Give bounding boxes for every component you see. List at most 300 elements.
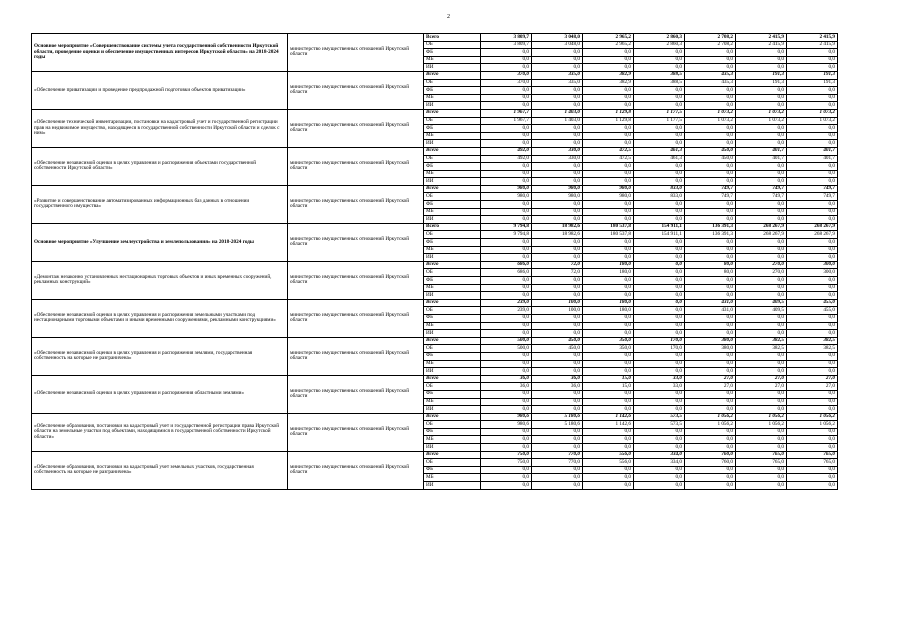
value-cell: 0,0 xyxy=(685,406,736,414)
value-cell: 0,0 xyxy=(481,208,532,216)
value-cell: 0,0 xyxy=(481,49,532,57)
value-cell: 0,0 xyxy=(481,94,532,102)
value-cell: 0,0 xyxy=(736,406,787,414)
funding-source: МБ xyxy=(424,170,481,178)
budget-table xyxy=(31,33,838,490)
value-cell: 0,0 xyxy=(532,132,583,140)
value-cell: 0,0 xyxy=(685,102,736,110)
value-cell: 0,0 xyxy=(685,398,736,406)
value-cell: 686,0 xyxy=(481,261,532,269)
value-cell: 0,0 xyxy=(583,94,634,102)
value-cell: 0,0 xyxy=(685,368,736,376)
value-cell: 0,0 xyxy=(583,56,634,64)
value-cell: 0,0 xyxy=(583,102,634,110)
value-cell: 0,0 xyxy=(481,284,532,292)
executor-name: министерство имущественных отношений Иркутской области xyxy=(288,375,424,413)
value-cell: 0,0 xyxy=(532,201,583,209)
value-cell: 0,0 xyxy=(634,368,685,376)
value-cell: 401,7 xyxy=(736,155,787,163)
funding-source: МБ xyxy=(424,322,481,330)
value-cell: 5 180,6 xyxy=(532,413,583,421)
funding-source: ФБ xyxy=(424,277,481,285)
value-cell: 0,0 xyxy=(583,201,634,209)
funding-source: МБ xyxy=(424,474,481,482)
value-cell: 0,0 xyxy=(634,216,685,224)
value-cell: 0,0 xyxy=(532,436,583,444)
value-cell: 0,0 xyxy=(787,284,838,292)
value-cell: 0,0 xyxy=(532,466,583,474)
value-cell: 0,0 xyxy=(634,314,685,322)
value-cell: 0,0 xyxy=(787,56,838,64)
value-cell: 0,0 xyxy=(634,406,685,414)
value-cell: 0,0 xyxy=(685,314,736,322)
funding-source: МБ xyxy=(424,208,481,216)
value-cell: 0,0 xyxy=(532,360,583,368)
value-cell: 0,0 xyxy=(685,428,736,436)
value-cell: 0,0 xyxy=(736,360,787,368)
value-cell: 0,0 xyxy=(685,482,736,490)
value-cell: 350,0 xyxy=(583,345,634,353)
value-cell: 0,0 xyxy=(532,254,583,262)
value-cell: 0,0 xyxy=(634,322,685,330)
value-cell: 0,0 xyxy=(634,284,685,292)
value-cell: 0,0 xyxy=(787,201,838,209)
value-cell: 36,0 xyxy=(481,383,532,391)
value-cell: 450,0 xyxy=(532,345,583,353)
value-cell: 36,0 xyxy=(532,383,583,391)
value-cell: 1 403,0 xyxy=(532,117,583,125)
value-cell: 0,0 xyxy=(787,292,838,300)
value-cell: 0,0 xyxy=(685,254,736,262)
value-cell: 0,0 xyxy=(532,352,583,360)
value-cell: 573,5 xyxy=(634,413,685,421)
value-cell: 0,0 xyxy=(787,254,838,262)
value-cell: 3 809,7 xyxy=(481,34,532,42)
value-cell: 180,0 xyxy=(583,261,634,269)
value-cell: 0,0 xyxy=(736,246,787,254)
value-cell: 0,0 xyxy=(532,140,583,148)
value-cell: 1 056,2 xyxy=(685,413,736,421)
value-cell: 750,0 xyxy=(481,451,532,459)
value-cell: 382,9 xyxy=(583,71,634,79)
value-cell: 1 403,0 xyxy=(532,109,583,117)
funding-source: ФБ xyxy=(424,87,481,95)
value-cell: 0,0 xyxy=(634,49,685,57)
value-cell: 749,7 xyxy=(736,193,787,201)
funding-source: ФБ xyxy=(424,49,481,57)
value-cell: 431,0 xyxy=(685,307,736,315)
value-cell: 450,0 xyxy=(685,147,736,155)
value-cell: 0,0 xyxy=(634,398,685,406)
value-cell: 0,0 xyxy=(736,482,787,490)
value-cell: 27,0 xyxy=(787,383,838,391)
value-cell: 0,0 xyxy=(583,360,634,368)
value-cell: 1 073,2 xyxy=(736,109,787,117)
value-cell: 1 142,6 xyxy=(583,421,634,429)
value-cell: 0,0 xyxy=(685,64,736,72)
table-row-total xyxy=(32,34,838,42)
value-cell: 0,0 xyxy=(736,140,787,148)
value-cell: 2 965,2 xyxy=(583,34,634,42)
value-cell: 2 965,2 xyxy=(583,41,634,49)
value-cell: 0,0 xyxy=(481,254,532,262)
value-cell: 154 911,1 xyxy=(634,223,685,231)
value-cell: 1 129,8 xyxy=(583,109,634,117)
value-cell: 0,0 xyxy=(481,64,532,72)
value-cell: 0,0 xyxy=(481,322,532,330)
value-cell: 0,0 xyxy=(685,140,736,148)
value-cell: 0,0 xyxy=(532,406,583,414)
funding-source: Всего xyxy=(424,337,481,345)
measure-name: «Обеспечение образования, постановки на кадастровый учет земельных участков, государственная собственность на которые не разграничена» xyxy=(32,451,288,489)
value-cell: 980,0 xyxy=(532,185,583,193)
value-cell: 980,0 xyxy=(481,193,532,201)
value-cell: 770,0 xyxy=(532,459,583,467)
value-cell: 0,0 xyxy=(481,406,532,414)
value-cell: 0,0 xyxy=(736,132,787,140)
value-cell: 0,0 xyxy=(736,170,787,178)
value-cell: 0,0 xyxy=(787,428,838,436)
value-cell: 0,0 xyxy=(634,87,685,95)
value-cell: 0,0 xyxy=(481,277,532,285)
value-cell: 0,0 xyxy=(532,239,583,247)
value-cell: 556,0 xyxy=(583,451,634,459)
value-cell: 0,0 xyxy=(583,322,634,330)
value-cell: 0,0 xyxy=(787,170,838,178)
measure-name: «Обеспечение независимой оценки в целях управления и распоряжения областными землями» xyxy=(32,375,288,413)
funding-source: МБ xyxy=(424,132,481,140)
executor-name: министерство имущественных отношений Иркутской области xyxy=(288,71,424,109)
value-cell: 0,0 xyxy=(685,330,736,338)
value-cell: 170,0 xyxy=(634,337,685,345)
value-cell: 0,0 xyxy=(787,474,838,482)
funding-source: МБ xyxy=(424,56,481,64)
value-cell: 0,0 xyxy=(634,390,685,398)
value-cell: 0,0 xyxy=(685,49,736,57)
value-cell: 0,0 xyxy=(481,368,532,376)
value-cell: 0,0 xyxy=(532,216,583,224)
value-cell: 0,0 xyxy=(532,178,583,186)
value-cell: 136 391,3 xyxy=(685,223,736,231)
value-cell: 0,0 xyxy=(787,390,838,398)
value-cell: 0,0 xyxy=(685,284,736,292)
funding-source: МБ xyxy=(424,94,481,102)
value-cell: 0,0 xyxy=(583,254,634,262)
value-cell: 382,5 xyxy=(736,337,787,345)
value-cell: 0,0 xyxy=(634,64,685,72)
value-cell: 0,0 xyxy=(736,254,787,262)
funding-source: ИИ xyxy=(424,102,481,110)
value-cell: 1 056,2 xyxy=(736,413,787,421)
value-cell: 0,0 xyxy=(583,436,634,444)
value-cell: 0,0 xyxy=(634,163,685,171)
value-cell: 0,0 xyxy=(685,216,736,224)
value-cell: 0,0 xyxy=(583,49,634,57)
value-cell: 300,0 xyxy=(787,269,838,277)
measure-name: Основное мероприятие «Совершенствование системы учета государственной собственности Иркутской области, проведение оценки и обеспечение имущественных интересов Иркутской области» на 2018-2024 годы xyxy=(32,34,288,72)
value-cell: 500,0 xyxy=(481,345,532,353)
value-cell: 0,0 xyxy=(787,330,838,338)
value-cell: 0,0 xyxy=(583,87,634,95)
value-cell: 0,0 xyxy=(481,87,532,95)
value-cell: 0,0 xyxy=(532,64,583,72)
value-cell: 27,0 xyxy=(685,375,736,383)
value-cell: 0,0 xyxy=(583,132,634,140)
value-cell: 0,0 xyxy=(787,322,838,330)
funding-source: ИИ xyxy=(424,406,481,414)
value-cell: 0,0 xyxy=(634,201,685,209)
value-cell: 0,0 xyxy=(736,314,787,322)
value-cell: 36,0 xyxy=(481,375,532,383)
executor-name: министерство имущественных отношений Иркутской области xyxy=(288,109,424,147)
value-cell: 0,0 xyxy=(685,170,736,178)
funding-source: Всего xyxy=(424,261,481,269)
funding-source: ФБ xyxy=(424,125,481,133)
value-cell: 492,0 xyxy=(481,155,532,163)
value-cell: 0,0 xyxy=(532,125,583,133)
value-cell: 0,0 xyxy=(481,246,532,254)
value-cell: 573,5 xyxy=(634,421,685,429)
table-row-total xyxy=(32,451,838,459)
value-cell: 0,0 xyxy=(583,390,634,398)
value-cell: 0,0 xyxy=(736,163,787,171)
value-cell: 180 537,8 xyxy=(583,223,634,231)
value-cell: 686,0 xyxy=(481,269,532,277)
measure-name: «Обеспечение независимой оценки в целях управления и распоряжения землями, государственная собственность на которые не разграничена» xyxy=(32,337,288,375)
value-cell: 0,0 xyxy=(685,178,736,186)
value-cell: 0,0 xyxy=(481,314,532,322)
value-cell: 0,0 xyxy=(787,64,838,72)
value-cell: 770,0 xyxy=(532,451,583,459)
value-cell: 0,0 xyxy=(736,352,787,360)
value-cell: 749,7 xyxy=(685,185,736,193)
value-cell: 0,0 xyxy=(583,239,634,247)
value-cell: 750,0 xyxy=(481,459,532,467)
value-cell: 15,0 xyxy=(583,375,634,383)
value-cell: 0,0 xyxy=(736,436,787,444)
value-cell: 0,0 xyxy=(481,216,532,224)
value-cell: 980,6 xyxy=(481,413,532,421)
value-cell: 0,0 xyxy=(532,482,583,490)
value-cell: 268 267,9 xyxy=(736,231,787,239)
value-cell: 27,0 xyxy=(787,375,838,383)
value-cell: 0,0 xyxy=(532,330,583,338)
funding-source: Всего xyxy=(424,413,481,421)
value-cell: 833,0 xyxy=(634,185,685,193)
value-cell: 401,7 xyxy=(736,147,787,155)
value-cell: 0,0 xyxy=(736,474,787,482)
value-cell: 0,0 xyxy=(685,360,736,368)
value-cell: 0,0 xyxy=(634,125,685,133)
executor-name: министерство имущественных отношений Иркутской области xyxy=(288,299,424,337)
value-cell: 380,0 xyxy=(685,345,736,353)
funding-source: ИИ xyxy=(424,178,481,186)
value-cell: 180 537,8 xyxy=(583,231,634,239)
value-cell: 0,0 xyxy=(787,132,838,140)
value-cell: 5 180,6 xyxy=(532,421,583,429)
value-cell: 0,0 xyxy=(532,322,583,330)
value-cell: 1 177,5 xyxy=(634,109,685,117)
value-cell: 0,0 xyxy=(634,208,685,216)
value-cell: 1 177,5 xyxy=(634,117,685,125)
value-cell: 0,0 xyxy=(481,390,532,398)
value-cell: 2 708,2 xyxy=(685,41,736,49)
value-cell: 0,0 xyxy=(481,352,532,360)
value-cell: 0,0 xyxy=(787,277,838,285)
table-row-total xyxy=(32,185,838,193)
funding-source: ИИ xyxy=(424,64,481,72)
value-cell: 435,3 xyxy=(685,79,736,87)
value-cell: 0,0 xyxy=(634,94,685,102)
value-cell: 330,0 xyxy=(532,147,583,155)
value-cell: 0,0 xyxy=(685,466,736,474)
value-cell: 1 073,2 xyxy=(685,109,736,117)
value-cell: 1 129,8 xyxy=(583,117,634,125)
value-cell: 0,0 xyxy=(583,330,634,338)
value-cell: 0,0 xyxy=(634,277,685,285)
value-cell: 0,0 xyxy=(736,56,787,64)
value-cell: 0,0 xyxy=(685,444,736,452)
value-cell: 0,0 xyxy=(583,352,634,360)
value-cell: 0,0 xyxy=(634,466,685,474)
value-cell: 0,0 xyxy=(787,163,838,171)
value-cell: 0,0 xyxy=(583,398,634,406)
value-cell: 100,0 xyxy=(532,307,583,315)
value-cell: 980,0 xyxy=(583,193,634,201)
value-cell: 0,0 xyxy=(787,482,838,490)
value-cell: 1 056,2 xyxy=(787,421,838,429)
value-cell: 72,0 xyxy=(532,261,583,269)
value-cell: 0,0 xyxy=(787,87,838,95)
executor-name: министерство имущественных отношений Иркутской области xyxy=(288,261,424,299)
value-cell: 0,0 xyxy=(736,239,787,247)
value-cell: 18 982,6 xyxy=(532,223,583,231)
value-cell: 268 267,9 xyxy=(787,223,838,231)
funding-source: Всего xyxy=(424,71,481,79)
value-cell: 760,0 xyxy=(685,459,736,467)
value-cell: 492,0 xyxy=(481,147,532,155)
value-cell: 0,0 xyxy=(736,102,787,110)
value-cell: 2 415,9 xyxy=(787,41,838,49)
value-cell: 980,6 xyxy=(481,421,532,429)
measure-name: «Обеспечение технической инвентаризации, постановки на кадастровый учет и государственной регистрации прав на недвижимое имущество, находящееся в государственной собственности Иркутской области и сделок с ним» xyxy=(32,109,288,147)
value-cell: 0,0 xyxy=(787,208,838,216)
value-cell: 0,0 xyxy=(481,360,532,368)
value-cell: 0,0 xyxy=(736,322,787,330)
executor-name: министерство имущественных отношений Иркутской области xyxy=(288,451,424,489)
funding-source: МБ xyxy=(424,284,481,292)
value-cell: 0,0 xyxy=(736,216,787,224)
value-cell: 0,0 xyxy=(634,140,685,148)
value-cell: 0,0 xyxy=(685,87,736,95)
value-cell: 0,0 xyxy=(583,406,634,414)
value-cell: 382,9 xyxy=(583,79,634,87)
value-cell: 0,0 xyxy=(532,390,583,398)
funding-source: ОБ xyxy=(424,421,481,429)
value-cell: 180,0 xyxy=(583,269,634,277)
value-cell: 100,0 xyxy=(532,299,583,307)
value-cell: 455,0 xyxy=(787,307,838,315)
value-cell: 0,0 xyxy=(685,56,736,64)
funding-source: Всего xyxy=(424,109,481,117)
value-cell: 760,0 xyxy=(685,451,736,459)
value-cell: 0,0 xyxy=(583,277,634,285)
value-cell: 0,0 xyxy=(583,140,634,148)
value-cell: 450,0 xyxy=(532,337,583,345)
table-row-total xyxy=(32,337,838,345)
measure-name: «Обеспечение образования, постановки на кадастровый учет и государственной регистрации права Иркутской области на земельные участки под объектами, находящимися в государственной собственности Иркутской области» xyxy=(32,413,288,451)
value-cell: 0,0 xyxy=(583,466,634,474)
value-cell: 0,0 xyxy=(481,292,532,300)
value-cell: 556,0 xyxy=(583,459,634,467)
value-cell: 0,0 xyxy=(481,482,532,490)
value-cell: 0,0 xyxy=(532,49,583,57)
value-cell: 1 056,2 xyxy=(736,421,787,429)
value-cell: 0,0 xyxy=(685,94,736,102)
value-cell: 0,0 xyxy=(634,352,685,360)
value-cell: 0,0 xyxy=(481,239,532,247)
funding-source: ОБ xyxy=(424,269,481,277)
value-cell: 0,0 xyxy=(532,170,583,178)
funding-source: ОБ xyxy=(424,459,481,467)
table-row-total xyxy=(32,413,838,421)
value-cell: 0,0 xyxy=(736,292,787,300)
value-cell: 335,0 xyxy=(532,71,583,79)
value-cell: 0,0 xyxy=(685,352,736,360)
value-cell: 0,0 xyxy=(583,170,634,178)
funding-source: ИИ xyxy=(424,444,481,452)
value-cell: 335,0 xyxy=(532,79,583,87)
executor-name: министерство имущественных отношений Иркутской области xyxy=(288,34,424,72)
value-cell: 0,0 xyxy=(583,314,634,322)
value-cell: 27,0 xyxy=(685,383,736,391)
value-cell: 0,0 xyxy=(736,368,787,376)
value-cell: 0,0 xyxy=(634,239,685,247)
value-cell: 0,0 xyxy=(787,360,838,368)
value-cell: 0,0 xyxy=(685,163,736,171)
funding-source: ОБ xyxy=(424,117,481,125)
value-cell: 455,0 xyxy=(787,299,838,307)
value-cell: 0,0 xyxy=(634,299,685,307)
table-row-total xyxy=(32,261,838,269)
value-cell: 330,0 xyxy=(532,155,583,163)
value-cell: 0,0 xyxy=(481,178,532,186)
measure-name: Основное мероприятие «Улучшение землеустройства и землепользования» на 2018-2024 годы xyxy=(32,223,288,261)
value-cell: 300,0 xyxy=(787,261,838,269)
value-cell: 0,0 xyxy=(481,330,532,338)
value-cell: 409,5 xyxy=(736,307,787,315)
funding-source: ОБ xyxy=(424,383,481,391)
value-cell: 0,0 xyxy=(736,125,787,133)
value-cell: 0,0 xyxy=(532,474,583,482)
value-cell: 382,5 xyxy=(787,345,838,353)
value-cell: 0,0 xyxy=(634,254,685,262)
value-cell: 0,0 xyxy=(583,178,634,186)
funding-source: ИИ xyxy=(424,330,481,338)
value-cell: 270,0 xyxy=(736,269,787,277)
value-cell: 268 267,9 xyxy=(787,231,838,239)
value-cell: 0,0 xyxy=(532,208,583,216)
value-cell: 0,0 xyxy=(787,216,838,224)
value-cell: 1 073,2 xyxy=(685,117,736,125)
funding-source: МБ xyxy=(424,246,481,254)
value-cell: 0,0 xyxy=(481,398,532,406)
value-cell: 0,0 xyxy=(736,390,787,398)
value-cell: 0,0 xyxy=(736,284,787,292)
value-cell: 0,0 xyxy=(787,239,838,247)
value-cell: 0,0 xyxy=(532,368,583,376)
value-cell: 0,0 xyxy=(481,56,532,64)
